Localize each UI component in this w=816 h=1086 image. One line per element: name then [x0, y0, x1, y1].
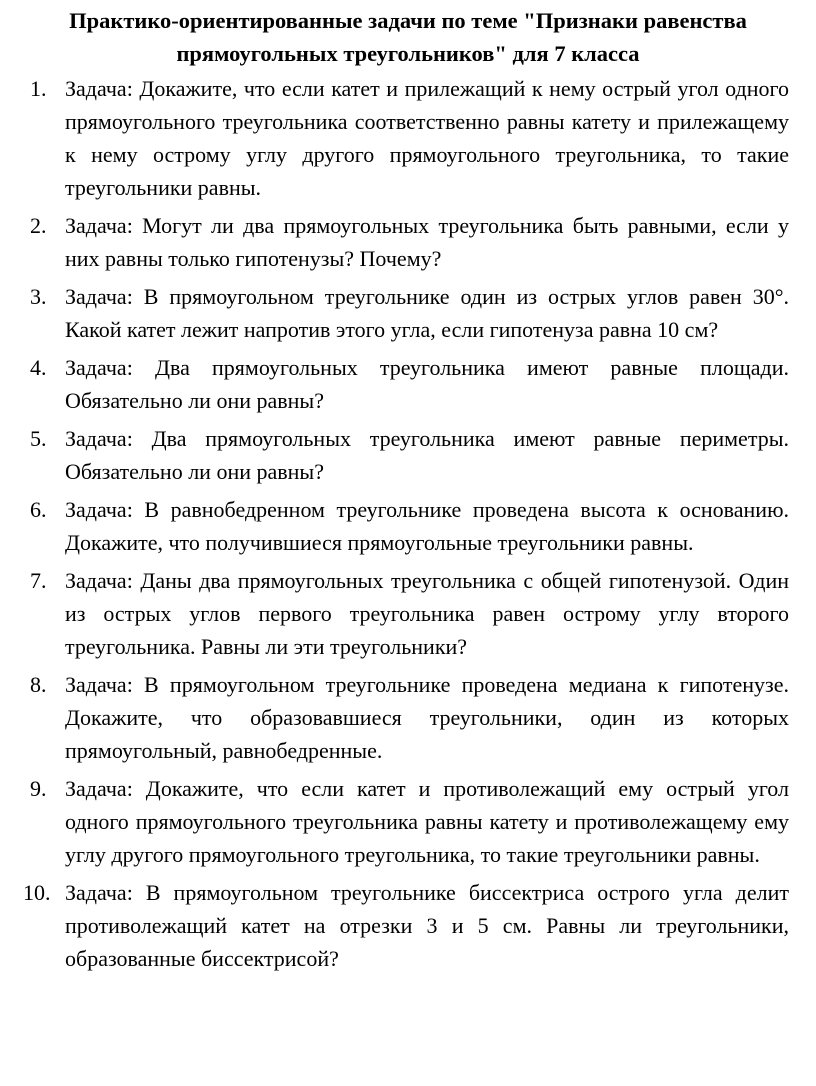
task-text: Задача: В равнобедренном треугольнике проведена высота к основанию. Докажите, что получившиеся прямоугольные треугольники равны. — [65, 497, 789, 555]
task-item-3 — [0, 280, 816, 346]
task-item-5 — [0, 422, 816, 488]
task-number: 7. — [30, 568, 47, 593]
task-item-2 — [0, 209, 816, 275]
task-item-9 — [0, 772, 816, 871]
task-text: Задача: Даны два прямоугольных треугольника с общей гипотенузой. Один из острых углов первого треугольника равен острому углу второго треугольника. Равны ли эти треугольники? — [65, 568, 789, 659]
task-number: 5. — [30, 426, 47, 451]
task-text: Задача: Могут ли два прямоугольных треугольника быть равными, если у них равны только гипотенузы? Почему? — [65, 213, 789, 271]
task-text: Задача: В прямоугольном треугольнике биссектриса острого угла делит противолежащий катет на отрезки 3 и 5 см. Равны ли треугольники, образованные биссектрисой? — [65, 880, 789, 971]
task-list — [0, 72, 816, 975]
task-item-4 — [0, 351, 816, 417]
title-line-1: Практико-ориентированные задачи по теме "Признаки равенства — [69, 8, 747, 33]
task-item-1 — [0, 72, 816, 204]
task-number: 9. — [30, 776, 47, 801]
task-number: 6. — [30, 497, 47, 522]
task-item-8 — [0, 668, 816, 767]
task-text: Задача: Докажите, что если катет и прилежащий к нему острый угол одного прямоугольного треугольника соответственно равны катету и прилежащему к нему острому углу другого прямоугольного треугольника, то такие треугольники равны. — [65, 76, 789, 200]
task-text: Задача: В прямоугольном треугольнике один из острых углов равен 30°. Какой катет лежит напротив этого угла, если гипотенуза равна 10 см? — [65, 284, 789, 342]
task-text: Задача: В прямоугольном треугольнике проведена медиана к гипотенузе. Докажите, что образовавшиеся треугольники, один из которых прямоугольный, равнобедренные. — [65, 672, 789, 763]
task-text: Задача: Два прямоугольных треугольника имеют равные периметры. Обязательно ли они равны? — [65, 426, 789, 484]
title-line-2: прямоугольных треугольников" для 7 класса — [176, 41, 640, 66]
task-text: Задача: Докажите, что если катет и противолежащий ему острый угол одного прямоугольного треугольника равны катету и противолежащему ему углу другого прямоугольного треугольника, то такие треугольники равны. — [65, 776, 789, 867]
task-item-6 — [0, 493, 816, 559]
task-number: 2. — [30, 213, 47, 238]
task-number: 3. — [30, 284, 47, 309]
task-number: 10. — [23, 880, 51, 905]
task-number: 1. — [30, 76, 47, 101]
task-number: 4. — [30, 355, 47, 380]
task-item-10 — [0, 876, 816, 975]
task-text: Задача: Два прямоугольных треугольника имеют равные площади. Обязательно ли они равны? — [65, 355, 789, 413]
task-number: 8. — [30, 672, 47, 697]
page-title — [0, 4, 816, 70]
task-item-7 — [0, 564, 816, 663]
